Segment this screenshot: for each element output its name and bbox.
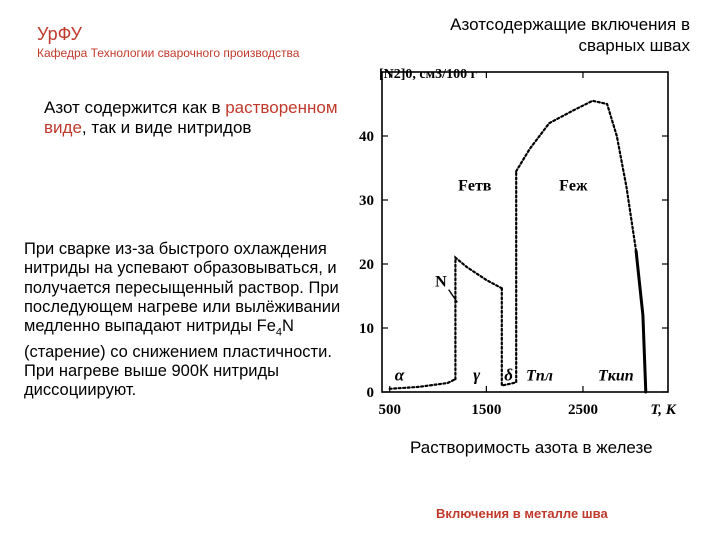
slide-title: Азотсодержащие включения в сварных швах (450, 15, 690, 55)
paragraph-welding-nitrides (24, 240, 369, 401)
org-name: УрФУ (37, 24, 82, 44)
y-axis-label: [N2]0, см3/100 г (379, 67, 477, 82)
p2-line1: При сварке из-за быстрого охлаждения нитриды на успевают образовываться, и получается пересыщенный раствор. При последующем нагреве или вылёживании медленно выпадают нитриды Fe (24, 240, 341, 336)
series-line-γ (455, 258, 501, 380)
plot-frame (382, 72, 668, 392)
label-fe-solid: Feтв (458, 177, 492, 195)
chart-labels (395, 177, 634, 384)
label-t-melt: Tпл (526, 367, 553, 385)
label-t-boil: Tкип (597, 367, 634, 385)
footer-text: Включения в металле шва (436, 506, 608, 521)
y-tick-label: 40 (359, 129, 374, 145)
paragraph-nitrogen-forms (44, 98, 344, 138)
p1-text-after: , так и виде нитридов (81, 118, 252, 137)
y-tick-label: 0 (366, 385, 374, 401)
label-nitride: N (435, 273, 447, 291)
label-alpha: α (394, 365, 405, 385)
series-line-δ (502, 171, 516, 385)
x-tick-label: 2500 (567, 402, 598, 418)
p2-line3: При нагреве выше 900К нитриды диссоциируют. (24, 362, 279, 400)
p2-subscript: 4 (275, 326, 282, 339)
label-fe-liquid: Feж (559, 177, 588, 195)
y-tick-label: 10 (359, 321, 374, 337)
label-delta: δ (504, 365, 513, 385)
y-tick-label: 20 (359, 257, 374, 273)
chart-series (390, 101, 646, 392)
label-gamma: γ (473, 365, 481, 385)
x-tick-label: 500 (378, 402, 401, 418)
series-line-Feж (516, 101, 636, 251)
x-axis-label: T, К (650, 402, 676, 418)
series-line-Feж-solid (636, 251, 646, 392)
x-tick-label: 1500 (471, 402, 502, 418)
chart-caption: Растворимость азота в железе (410, 438, 653, 457)
p2-line2: N (старение) со снижением пластичности. (24, 317, 332, 361)
p1-highlight: растворенном виде (44, 98, 338, 137)
chart-axes (359, 67, 677, 418)
p1-text-before: Азот содержится как в (44, 98, 226, 117)
y-tick-label: 30 (359, 193, 374, 209)
department-name: Кафедра Технологии сварочного производства (37, 46, 300, 60)
nitrogen-solubility-chart (359, 60, 690, 430)
